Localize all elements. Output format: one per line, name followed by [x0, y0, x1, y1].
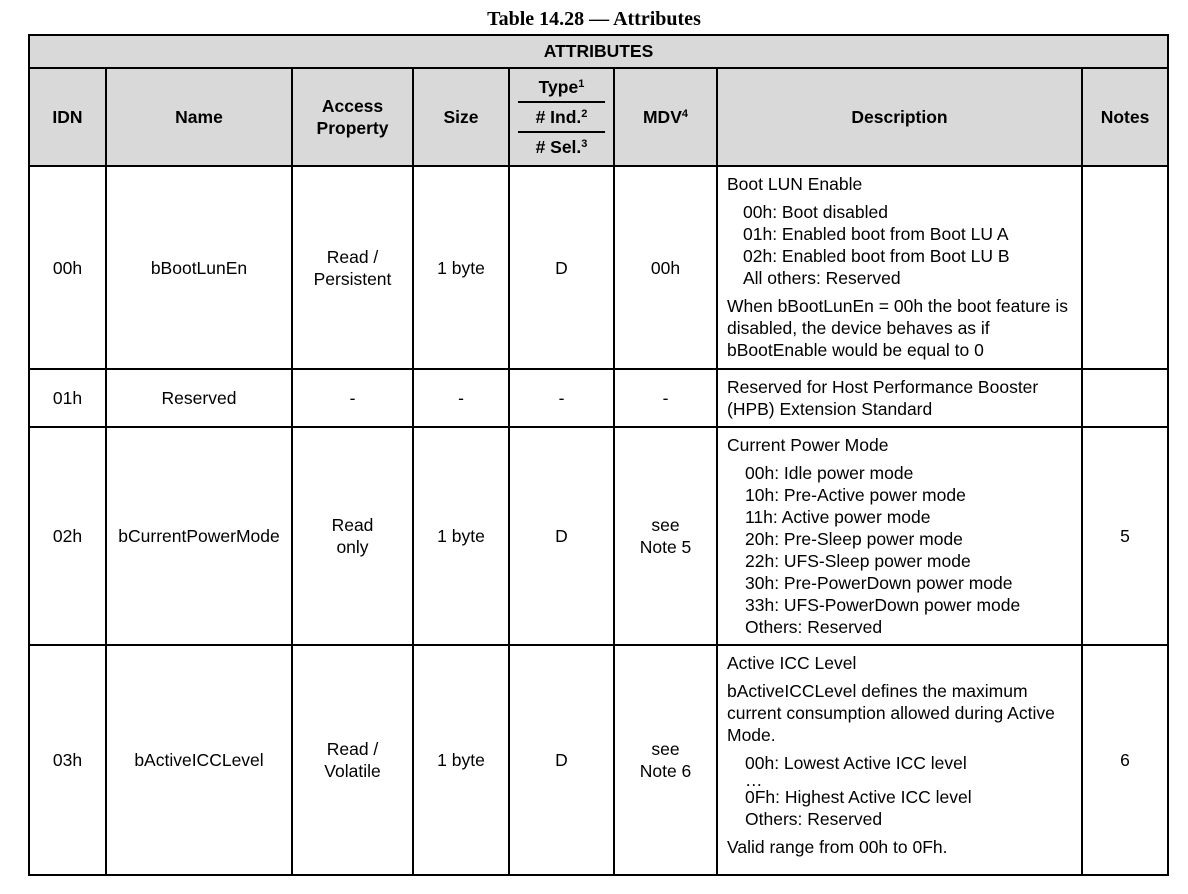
cell-idn: 02h — [29, 427, 106, 645]
cell-notes — [1082, 369, 1168, 427]
header-type-top: Type$^1$ — [538, 77, 585, 97]
cell-name: Reserved — [106, 369, 292, 427]
desc-item: 01h: Enabled boot from Boot LU A — [743, 224, 1009, 244]
desc-title: Current Power Mode — [727, 435, 889, 455]
header-size: Size — [413, 68, 509, 166]
cell-access: Read / Volatile — [292, 645, 413, 875]
cell-idn: 03h — [29, 645, 106, 875]
cell-notes: 6 — [1082, 645, 1168, 875]
cell-mdv: - — [614, 369, 717, 427]
desc-text: bActiveICCLevel defines the maximum current consumption allowed during Active Mode. — [727, 681, 1055, 745]
cell-idn: 01h — [29, 369, 106, 427]
header-notes: Notes — [1082, 68, 1168, 166]
desc-item: 10h: Pre-Active power mode — [745, 485, 966, 505]
desc-footer: Valid range from 00h to 0Fh. — [727, 837, 948, 857]
cell-type: D — [509, 645, 614, 875]
cell-mdv: 00h — [614, 166, 717, 369]
desc-item: All others: Reserved — [743, 268, 901, 288]
desc-item: 20h: Pre-Sleep power mode — [745, 529, 963, 549]
desc-title: Active ICC Level — [727, 653, 857, 673]
cell-notes — [1082, 166, 1168, 369]
cell-access: Read / Persistent — [292, 166, 413, 369]
cell-access: Read only — [292, 427, 413, 645]
desc-item: 00h: Boot disabled — [743, 202, 888, 222]
header-access-property — [292, 68, 413, 166]
attributes-table — [28, 34, 1169, 876]
table-row — [29, 427, 1168, 645]
cell-size: 1 byte — [413, 427, 509, 645]
cell-access: - — [292, 369, 413, 427]
table-row — [29, 645, 1168, 875]
header-type — [509, 68, 614, 166]
cell-description — [717, 369, 1082, 427]
desc-item: … — [745, 770, 763, 790]
cell-notes: 5 — [1082, 427, 1168, 645]
desc-item: 33h: UFS-PowerDown power mode — [745, 595, 1021, 615]
desc-item: Others: Reserved — [745, 809, 883, 829]
cell-mdv: see Note 6 — [614, 645, 717, 875]
cell-description — [717, 645, 1082, 875]
desc-item: 0Fh: Highest Active ICC level — [745, 787, 972, 807]
desc-item: 11h: Active power mode — [745, 507, 931, 527]
desc-item: 30h: Pre-PowerDown power mode — [745, 573, 1013, 593]
cell-description — [717, 427, 1082, 645]
desc-text: When bBootLunEn = 00h the boot feature is disabled, the device behaves as if bBootEnable would be equal to 0 — [727, 296, 1069, 360]
header-name: Name — [106, 68, 292, 166]
cell-type: - — [509, 369, 614, 427]
table-banner: ATTRIBUTES — [29, 35, 1168, 68]
header-type-ind: # Ind.$^2$ — [518, 101, 605, 133]
table-row — [29, 166, 1168, 369]
cell-size: - — [413, 369, 509, 427]
desc-item: Others: Reserved — [745, 617, 883, 637]
cell-idn: 00h — [29, 166, 106, 369]
desc-item: 00h: Idle power mode — [745, 463, 914, 483]
cell-name: bActiveICCLevel — [106, 645, 292, 875]
cell-name: bBootLunEn — [106, 166, 292, 369]
cell-size: 1 byte — [413, 166, 509, 369]
cell-size: 1 byte — [413, 645, 509, 875]
cell-description — [717, 166, 1082, 369]
cell-type: D — [509, 166, 614, 369]
desc-item: 00h: Lowest Active ICC level — [745, 753, 967, 773]
header-mdv: MDV$^4$ — [614, 68, 717, 166]
desc-text: Reserved for Host Performance Booster (HPB) Extension Standard — [727, 377, 1039, 419]
desc-title: Boot LUN Enable — [727, 174, 863, 194]
cell-mdv: see Note 5 — [614, 427, 717, 645]
header-description: Description — [717, 68, 1082, 166]
cell-type: D — [509, 427, 614, 645]
header-type-sel: # Sel.$^3$ — [535, 137, 588, 157]
table-row — [29, 369, 1168, 427]
header-access-label: Access Property — [316, 96, 389, 138]
desc-item: 02h: Enabled boot from Boot LU B — [743, 246, 1010, 266]
table-caption: Table 14.28 — Attributes — [487, 8, 701, 30]
desc-item: 22h: UFS-Sleep power mode — [745, 551, 971, 571]
header-idn: IDN — [29, 68, 106, 166]
cell-name: bCurrentPowerMode — [106, 427, 292, 645]
